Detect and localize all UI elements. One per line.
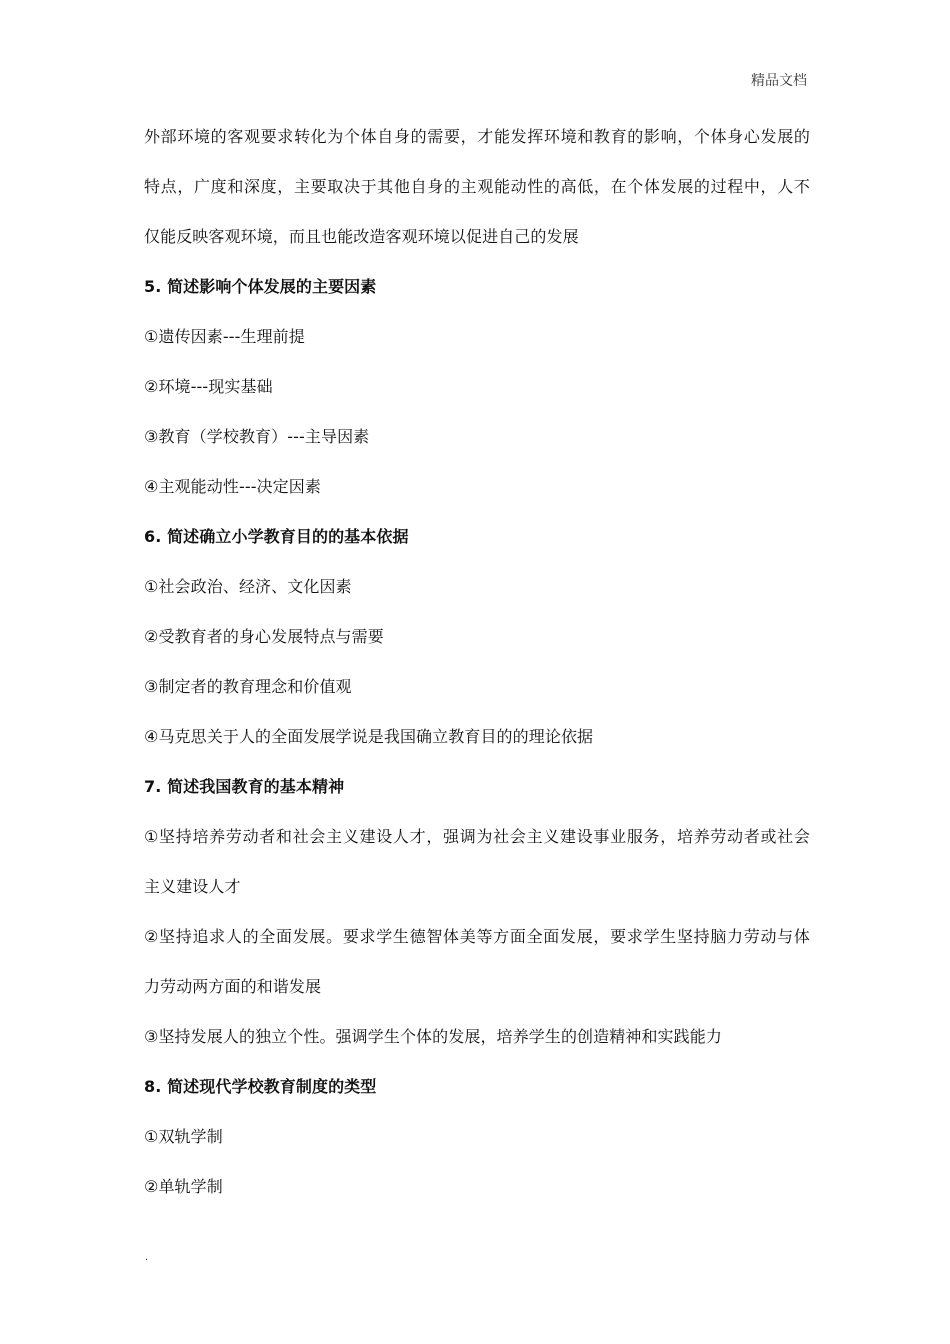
list-item-continuation: 力劳动两方面的和谐发展 (144, 977, 322, 996)
page-footer-mark: . (145, 1252, 149, 1263)
list-item: ③教育（学校教育）---主导因素 (144, 427, 370, 446)
list-item-continuation: 主义建设人才 (144, 877, 241, 896)
section-heading-6: 6. 简述确立小学教育目的的基本依据 (144, 527, 409, 546)
list-item: ①社会政治、经济、文化因素 (144, 577, 352, 596)
paragraph-line: 仅能反映客观环境，而且也能改造客观环境以促进自己的发展 (144, 227, 579, 246)
section-heading-5: 5. 简述影响个体发展的主要因素 (144, 277, 377, 296)
list-item: ③制定者的教育理念和价值观 (144, 677, 352, 696)
list-item: ①遗传因素---生理前提 (144, 327, 305, 346)
list-item: ④主观能动性---决定因素 (144, 477, 321, 496)
paragraph-line: 外部环境的客观要求转化为个体自身的需要，才能发挥环境和教育的影响，个体身心发展的 (144, 127, 810, 146)
list-item: ①坚持培养劳动者和社会主义建设人才，强调为社会主义建设事业服务，培养劳动者或社会 (144, 827, 810, 846)
list-item: ③坚持发展人的独立个性。强调学生个体的发展，培养学生的创造精神和实践能力 (144, 1027, 722, 1046)
document-body (144, 118, 810, 1218)
list-item: ②坚持追求人的全面发展。要求学生德智体美等方面全面发展，要求学生坚持脑力劳动与体 (144, 927, 810, 946)
list-item: ①双轨学制 (144, 1127, 223, 1146)
paragraph-line: 特点，广度和深度，主要取决于其他自身的主观能动性的高低，在个体发展的过程中，人不 (144, 177, 810, 196)
list-item: ②受教育者的身心发展特点与需要 (144, 627, 384, 646)
list-item: ②单轨学制 (144, 1177, 223, 1196)
list-item: ②环境---现实基础 (144, 377, 273, 396)
page-header-label: 精品文档 (751, 73, 807, 89)
list-item: ④马克思关于人的全面发展学说是我国确立教育目的的理论依据 (144, 727, 594, 746)
section-heading-8: 8. 简述现代学校教育制度的类型 (144, 1077, 377, 1096)
section-heading-7: 7. 简述我国教育的基本精神 (144, 777, 345, 796)
